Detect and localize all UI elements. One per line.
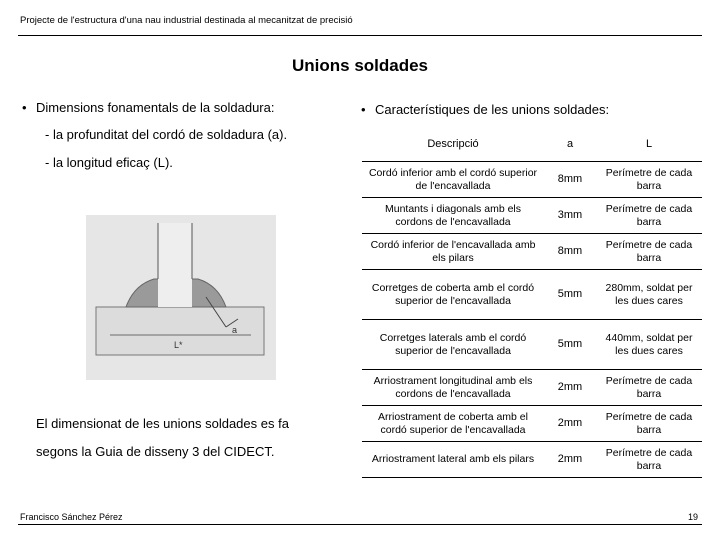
header-a: a (544, 127, 596, 162)
footer-author: Francisco Sánchez Pérez (20, 512, 123, 522)
cell-description: Corretges laterals amb el cordó superior de l'encavallada (362, 320, 544, 370)
cell-a: 2mm (544, 406, 596, 442)
label-a: a (232, 325, 238, 335)
vertical-member (158, 223, 192, 307)
cell-l: 440mm, soldat per les dues cares (596, 320, 702, 370)
header-divider (18, 35, 702, 36)
table-row (362, 442, 702, 478)
cell-description: Muntants i diagonals amb els cordons de l'encavallada (362, 198, 544, 234)
header-description: Descripció (362, 127, 544, 162)
cell-l: Perímetre de cada barra (596, 370, 702, 406)
cell-l: Perímetre de cada barra (596, 162, 702, 198)
cell-description: Cordó inferior de l'encavallada amb els pilars (362, 234, 544, 270)
left-bullet-text: Dimensions fonamentals de la soldadura: (36, 100, 275, 115)
cell-a: 3mm (544, 198, 596, 234)
cell-l: Perímetre de cada barra (596, 234, 702, 270)
note-line-2: segons la Guia de disseny 3 del CIDECT. (36, 444, 275, 459)
cell-a: 8mm (544, 162, 596, 198)
table-header-row (362, 127, 702, 162)
cell-description: Arriostrament longitudinal amb els cordons de l'encavallada (362, 370, 544, 406)
right-bullet (361, 102, 610, 117)
right-bullet-text: Característiques de les unions soldades: (375, 102, 610, 117)
sub-item-length: - la longitud eficaç (L). (45, 155, 173, 170)
cell-description: Arriostrament lateral amb els pilars (362, 442, 544, 478)
bullet-icon: • (361, 102, 366, 117)
page-number: 19 (687, 512, 698, 522)
bullet-icon: • (22, 100, 27, 115)
page-title: Unions soldades (291, 56, 429, 75)
cell-a: 2mm (544, 370, 596, 406)
weld-spec-table (362, 127, 702, 478)
cell-l: 280mm, soldat per les dues cares (596, 270, 702, 320)
table-row (362, 270, 702, 320)
cell-a: 8mm (544, 234, 596, 270)
table-row (362, 370, 702, 406)
label-l: L* (174, 340, 183, 350)
table-row (362, 162, 702, 198)
cell-a: 2mm (544, 442, 596, 478)
header-l: L (596, 127, 702, 162)
table-row (362, 320, 702, 370)
footer-divider (18, 524, 702, 525)
cell-a: 5mm (544, 270, 596, 320)
cell-description: Corretges de coberta amb el cordó superior de l'encavallada (362, 270, 544, 320)
cell-l: Perímetre de cada barra (596, 198, 702, 234)
table-row (362, 234, 702, 270)
weld-diagram (86, 215, 276, 380)
header-text: Projecte de l'estructura d'una nau industrial destinada al mecanitzat de precisió (20, 15, 353, 26)
cell-description: Cordó inferior amb el cordó superior de l'encavallada (362, 162, 544, 198)
table-row (362, 406, 702, 442)
cell-l: Perímetre de cada barra (596, 406, 702, 442)
cell-a: 5mm (544, 320, 596, 370)
cell-l: Perímetre de cada barra (596, 442, 702, 478)
sub-item-depth: - la profunditat del cordó de soldadura (a). (45, 127, 288, 142)
table-row (362, 198, 702, 234)
note-line-1: El dimensionat de les unions soldades es fa (36, 416, 289, 431)
weld-diagram-svg (86, 215, 276, 380)
left-bullet (22, 100, 275, 115)
cell-description: Arriostrament de coberta amb el cordó superior de l'encavallada (362, 406, 544, 442)
